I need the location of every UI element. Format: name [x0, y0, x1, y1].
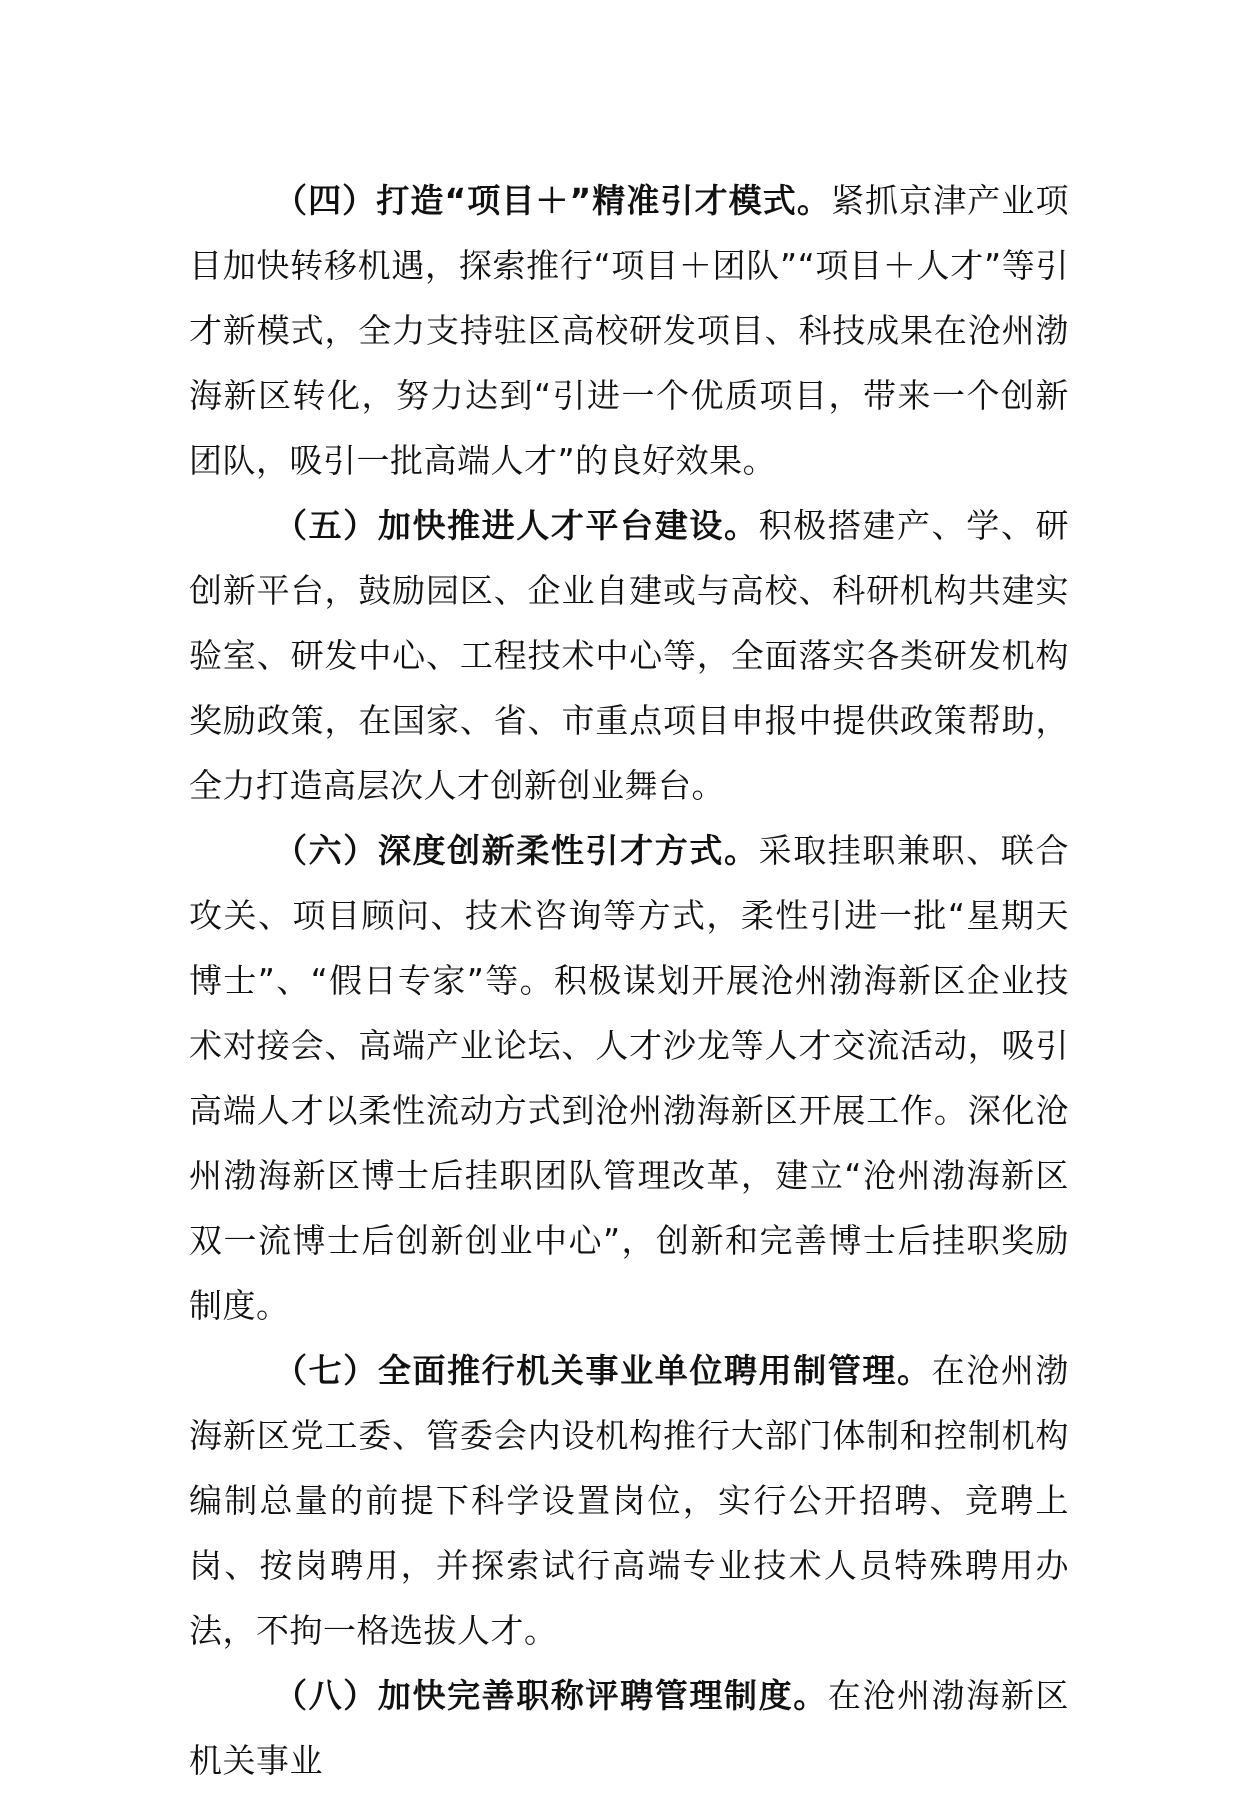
paragraph-text: 在沧州渤海新区机关事业	[189, 1676, 1070, 1780]
paragraph-text: 采取挂职兼职、联合攻关、项目顾问、技术咨询等方式，柔性引进一批“星期天博士”、“假日专家”等。积极谋划开展沧州渤海新区企业技术对接会、高端产业论坛、人才沙龙等人才交流活动，吸引高端人才以柔性流动方式到沧州渤海新区开展工作。深化沧州渤海新区博士后挂职团队管理改革，建立“沧州渤海新区双一流博士后创新创业中心”，创新和完善博士后挂职奖励制度。	[189, 831, 1070, 1325]
paragraph-8	[189, 1663, 1069, 1793]
paragraph-heading: （五）加快推进人才平台建设。	[274, 506, 759, 545]
paragraph-text: 积极搭建产、学、研创新平台，鼓励园区、企业自建或与高校、科研机构共建实验室、研发中心、工程技术中心等，全面落实各类研发机构奖励政策，在国家、省、市重点项目申报中提供政策帮助，全力打造高层次人才创新创业舞台。	[189, 506, 1070, 805]
paragraph-heading: （四）打造“项目＋”精准引才模式。	[274, 181, 831, 220]
paragraph-text: 紧抓京津产业项目加快转移机遇，探索推行“项目＋团队”“项目＋人才”等引才新模式，全力支持驻区高校研发项目、科技成果在沧州渤海新区转化，努力达到“引进一个优质项目，带来一个创新团队，吸引一批高端人才”的良好效果。	[189, 181, 1069, 480]
document-body	[189, 168, 1069, 1793]
paragraph-heading: （八）加快完善职称评聘管理制度。	[274, 1676, 828, 1715]
paragraph-heading: （七）全面推行机关事业单位聘用制管理。	[274, 1351, 932, 1390]
paragraph-7	[189, 1338, 1069, 1663]
paragraph-heading: （六）深度创新柔性引才方式。	[274, 831, 759, 870]
paragraph-text: 在沧州渤海新区党工委、管委会内设机构推行大部门体制和控制机构编制总量的前提下科学设置岗位，实行公开招聘、竞聘上岗、按岗聘用，并探索试行高端专业技术人员特殊聘用办法，不拘一格选拔人才。	[189, 1351, 1070, 1650]
paragraph-5	[189, 493, 1069, 818]
paragraph-6	[189, 818, 1069, 1338]
paragraph-4	[189, 168, 1069, 493]
